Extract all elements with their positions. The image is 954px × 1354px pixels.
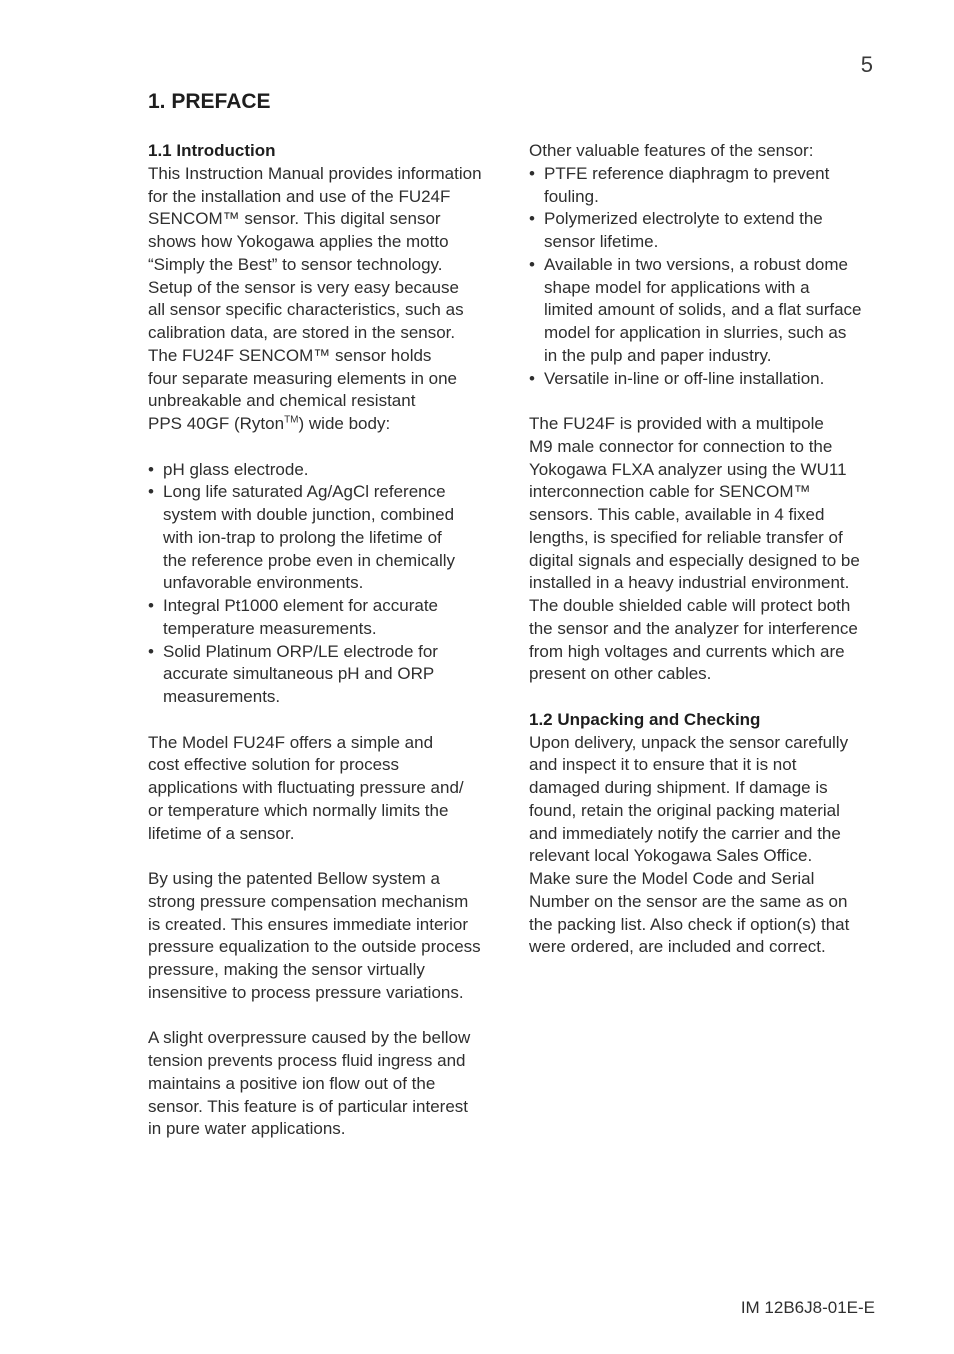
- list-item: • pH glass electrode.: [148, 459, 503, 482]
- introduction-paragraph-2: The Model FU24F offers a simple and cost effective solution for process applications with fluctuating pressure and/ or temperature which normally limits the lifetime of a sensor.: [148, 732, 464, 843]
- features-intro: Other valuable features of the sensor:: [529, 141, 814, 160]
- list-item: • Available in two versions, a robust dome shape model for applications with a limited amount of solids, and a flat surface model for application in slurries, such as in the pulp and paper industry.: [529, 254, 889, 368]
- unpacking-heading: 1.2 Unpacking and Checking: [529, 709, 761, 729]
- section-title: 1. PREFACE: [148, 90, 271, 113]
- list-item: • PTFE reference diaphragm to prevent fouling.: [529, 163, 889, 209]
- introduction-paragraph-5: The FU24F is provided with a multipole M9 male connector for connection to the Yokogawa FLXA analyzer using the WU11 interconnection cable for SENCOM™ sensors. This cable, available in 4 fixed lengths, is specified for reliable transfer of digital signals and especially designed to be installed in a heavy industrial environment. The double shielded cable will protect both the sensor and the analyzer for interference from high voltages and currents which are present on other cables.: [529, 414, 860, 684]
- left-column: [148, 140, 503, 1141]
- page-number: 5: [860, 52, 873, 77]
- features-list: [529, 163, 889, 391]
- introduction-paragraph-4: A slight overpressure caused by the bellow tension prevents process fluid ingress and maintains a positive ion flow out of the sensor. This feature is of particular interest in pure water applications.: [148, 1028, 471, 1139]
- body-material-suffix: ) wide body:: [298, 414, 391, 433]
- trademark-superscript: TM: [284, 414, 299, 426]
- introduction-heading: 1.1 Introduction: [148, 141, 276, 160]
- introduction-paragraph-3: By using the patented Bellow system a strong pressure compensation mechanism is created. This ensures immediate interior pressure equalization to the outside process pressure, making the sensor virtually insensitive to process pressure variations.: [148, 869, 481, 1002]
- right-column: [529, 140, 889, 959]
- list-item: • Versatile in-line or off-line installation.: [529, 368, 889, 391]
- list-item: • Long life saturated Ag/AgCl reference system with double junction, combined with ion-trap to prolong the lifetime of the reference probe even in chemically unfavorable environments.: [148, 481, 503, 595]
- body-material-prefix: PPS 40GF (Ryton: [148, 414, 285, 433]
- list-item: • Polymerized electrolyte to extend the sensor lifetime.: [529, 208, 889, 254]
- unpacking-paragraph: Upon delivery, unpack the sensor carefully and inspect it to ensure that it is not damaged during shipment. If damage is found, retain the original packing material and immediately notify the carrier and the relevant local Yokogawa Sales Office. Make sure the Model Code and Serial Number on the sensor are the same as on the packing list. Also check if option(s) that were ordered, are included and correct.: [529, 732, 850, 957]
- list-item: • Integral Pt1000 element for accurate temperature measurements.: [148, 595, 503, 641]
- body-material-line: [148, 413, 503, 436]
- document-code: IM 12B6J8-01E-E: [740, 1298, 875, 1317]
- measuring-elements-list: [148, 459, 503, 709]
- introduction-paragraph-1: This Instruction Manual provides information for the installation and use of the FU24F SENCOM™ sensor. This digital sensor shows how Yokogawa applies the motto “Simply the Best” to sensor technology. Setup of the sensor is very easy because all sensor specific characteristics, such as calibration data, are stored in the sensor. The FU24F SENCOM™ sensor holds four separate measuring elements in one unbreakable and chemical resistant: [148, 163, 482, 411]
- list-item: • Solid Platinum ORP/LE electrode for accurate simultaneous pH and ORP measurements.: [148, 641, 503, 709]
